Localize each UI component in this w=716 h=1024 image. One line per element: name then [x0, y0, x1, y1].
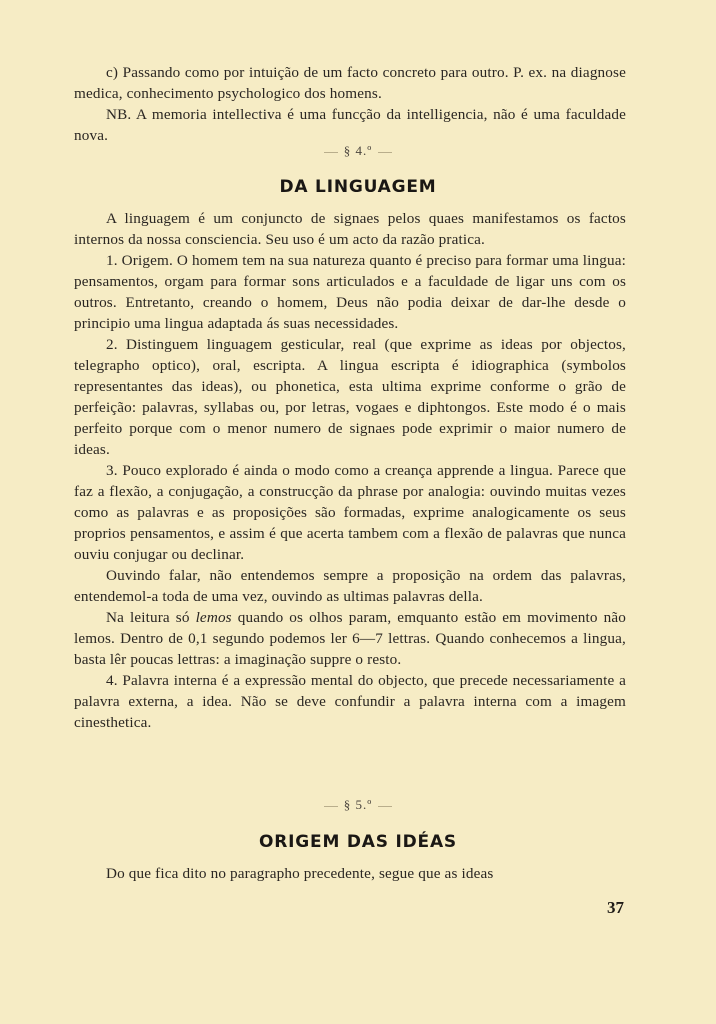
paragraph-linguagem-def: A linguagem é um conjuncto de signaes pelos quaes manifestamos os factos internos da nossa consciencia. Seu uso é um acto da razão pratica. [74, 210, 626, 248]
section-4-mark [0, 143, 716, 159]
paragraph-palavra-interna: 4. Palavra interna é a expressão mental do objecto, que precede necessariamente a palavra externa, a idea. Não se deve confundir a palavra interna com a imagem cinesthetica. [74, 672, 626, 731]
leitura-text-start: Na leitura só [106, 609, 196, 626]
paragraph-origem-ideas: Do que fica dito no paragrapho precedente, segue que as ideas [106, 865, 494, 882]
dash-right [378, 152, 392, 153]
paragraph-memoria-note: NB. A memoria intellectiva é uma funcção da intelligencia, não é uma faculdade nova. [74, 106, 626, 144]
section-5-mark-text: § 5.º [343, 797, 373, 812]
paragraph-distinguem: 2. Distinguem linguagem gesticular, real (que exprime as ideas por objectos, telegrapho optico), oral, escripta. A lingua escripta é idiographica (symbolos representantes das ideas), ou phonetica, esta ultima exprime conforme o grão de perfeição: palavras, syllabas ou, por letras, vogaes e diphtongos. Este modo é o mais perfeito porque com o menor numero de signaes pode exprimir o maior numero de ideas. [74, 336, 626, 458]
paragraph-intuition: c) Passando como por intuição de um facto concreto para outro. P. ex. na diagnose medica, conhecimento psychologico dos homens. [74, 64, 626, 102]
paragraph-ouvindo-falar: Ouvindo falar, não entendemos sempre a proposição na ordem das palavras, entendemol-a toda de uma vez, ouvindo as ultimas palavras della. [74, 567, 626, 605]
leitura-italic-word: lemos [195, 609, 232, 626]
top-text-block [74, 62, 626, 146]
paragraph-leitura [74, 607, 626, 670]
dash-left [324, 806, 338, 807]
dash-right [378, 806, 392, 807]
page-number: 37 [607, 898, 624, 917]
dash-left [324, 152, 338, 153]
section-5-body [74, 863, 626, 884]
section-5-title: ORIGEM DAS IDÉAS [259, 832, 457, 852]
paragraph-origem: 1. Origem. O homem tem na sua natureza quanto é preciso para formar uma lingua: pensamentos, orgam para formar sons articulados e a faculdade de ligar uns com os outros. Entretanto, creando o homem, Deus não podia deixar de dar-lhe desde o principio uma lingua adaptada ás suas necessidades. [74, 252, 626, 332]
paragraph-pouco-explorado: 3. Pouco explorado é ainda o modo como a creança apprende a lingua. Parece que faz a flexão, a conjugação, a construcção da phrase por analogia: ouvindo muitas vezes como as palavras e as proposições são formadas, exprime analogicamente os seus proprios pensamentos, e assim é que acerta tambem com a flexão de palavras que nunca ouviu conjugar ou declinar. [74, 462, 626, 563]
section-5-mark [0, 797, 716, 813]
leitura-text-end: quando os olhos param, emquanto estão em movimento não lemos. Dentro de 0,1 segundo podemos ler 6—7 lettras. Quando conhecemos a lingua, basta lêr poucas lettras: a imaginação suppre o resto. [74, 609, 626, 668]
section-4-mark-text: § 4.º [343, 143, 373, 158]
section-4-title: DA LINGUAGEM [279, 177, 437, 197]
section-4-body [74, 208, 626, 733]
